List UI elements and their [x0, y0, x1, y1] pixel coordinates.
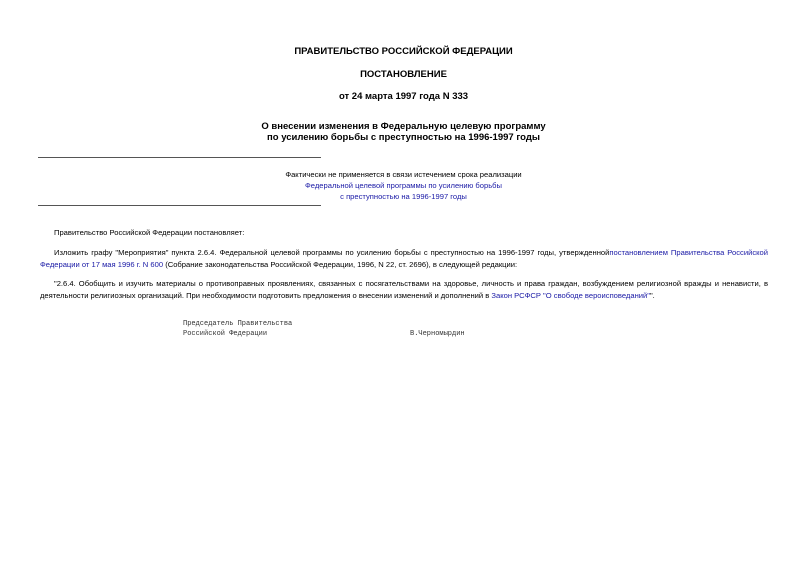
document-title-line1: О внесении изменения в Федеральную целевую программу	[261, 121, 546, 132]
signatory-name: В.Черномырдин	[410, 329, 465, 338]
signatory-position	[183, 320, 292, 339]
document-title-line2: по усилению борьбы с преступностью на 1996-1997 годы	[267, 132, 540, 143]
bottom-divider	[38, 205, 321, 206]
resolution-600-link[interactable]: постановлением Правительства Российской Федерации от 17 мая 1996 г. N 600	[40, 248, 768, 269]
status-note	[190, 169, 617, 202]
paragraph-2-text-end: ".	[649, 290, 655, 300]
status-note-line1: Фактически не применяется в связи истечением срока реализации	[285, 170, 522, 179]
paragraph-2-text-start: "2.6.4. Обобщить и изучить материалы о противоправных проявлениях, связанных с посягательствами на здоровье, личность и права граждан, возбуждением религиозной вражды и ненависти, в деятельности религиозных организаций. При необходимости подготовить предложения о внесении изменений и дополнений в	[40, 279, 768, 300]
program-link[interactable]: Федеральной целевой программы по усилению борьбы	[305, 181, 502, 190]
freedom-of-religion-law-link[interactable]: Закон РСФСР "О свободе вероисповеданий"	[491, 290, 650, 300]
government-name: ПРАВИТЕЛЬСТВО РОССИЙСКОЙ ФЕДЕРАЦИИ	[294, 46, 513, 57]
decree-paragraph-2	[40, 278, 768, 301]
signatory-position-line1: Председатель Правительства	[183, 320, 293, 328]
document-date-number: от 24 марта 1997 года N 333	[338, 91, 469, 102]
top-divider	[38, 157, 321, 158]
decree-intro: Правительство Российской Федерации постановляет:	[54, 228, 245, 237]
paragraph-1-text-end: (Собрание законодательства Российской Федерации, 1996, N 22, ст. 2696), в следующей редакции:	[163, 259, 518, 269]
paragraph-1-text-start: Изложить графу "Мероприятия" пункта 2.6.4. Федеральной целевой программы по усилению борьбы с преступностью на 1996-1997 годы, утвержденной	[54, 248, 610, 257]
signatory-position-line2: Российской Федерации	[183, 329, 268, 338]
decree-paragraph-1	[40, 247, 768, 270]
document-type: ПОСТАНОВЛЕНИЕ	[360, 69, 447, 80]
program-link-continued[interactable]: с преступностью на 1996-1997 годы	[340, 192, 467, 201]
